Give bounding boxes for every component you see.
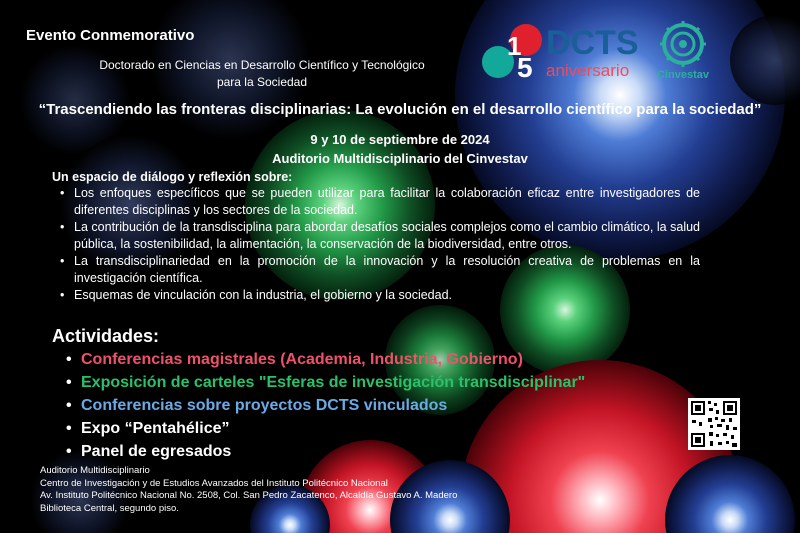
program-name xyxy=(62,57,462,91)
activity-item: • Expo “Pentahélice” xyxy=(66,417,585,440)
topic-item: • La transdisciplinariedad en la promoción de la innovación y la resolución creativa de problemas en la investigación científica. xyxy=(60,253,700,287)
date-venue xyxy=(0,130,800,168)
event-label: Evento Conmemorativo xyxy=(26,27,195,44)
activities-title: Actividades: xyxy=(52,326,160,346)
topic-item: • Esquemas de vinculación con la industria, el gobierno y la sociedad. xyxy=(60,287,700,304)
activity-item: • Conferencias magistrales (Academia, Industria, Gobierno) xyxy=(66,348,585,371)
program-line-1: Doctorado en Ciencias en Desarrollo Científico y Tecnológico xyxy=(99,58,425,72)
activity-item: • Conferencias sobre proyectos DCTS vinculados xyxy=(66,394,585,417)
topics-intro: Un espacio de diálogo y reflexión sobre: xyxy=(52,170,293,184)
event-title: “Trascendiendo las fronteras disciplinarias: La evolución en el desarrollo científico para la sociedad” xyxy=(38,101,762,118)
dcts-anniversary: aniversario xyxy=(546,61,630,80)
footer-line: Biblioteca Central, segundo piso. xyxy=(40,502,179,514)
dcts-15-logo xyxy=(478,18,648,82)
activity-item: • Panel de egresados xyxy=(66,440,585,463)
dcts-number-5: 5 xyxy=(517,52,533,82)
activity-item: • Exposición de carteles "Esferas de investigación transdisciplinar" xyxy=(66,371,585,394)
cinvestav-logo xyxy=(652,18,714,80)
activities-list xyxy=(66,348,585,463)
dcts-number-1: 1 xyxy=(507,31,522,61)
event-dates: 9 y 10 de septiembre de 2024 xyxy=(310,132,490,147)
footer-line: Av. Instituto Politécnico Nacional No. 2508, Col. San Pedro Zacatenco, Alcaldía Gustavo A. Madero xyxy=(40,490,458,501)
qr-code-icon xyxy=(688,398,740,450)
footer-line: Auditorio Multidisciplinario xyxy=(40,465,150,476)
event-venue: Auditorio Multidisciplinario del Cinvestav xyxy=(272,151,528,166)
qr-code[interactable] xyxy=(688,398,740,450)
topic-item: • Los enfoques específicos que se pueden utilizar para facilitar la colaboración eficaz entre investigadores de diferentes disciplinas y los sectores de la sociedad. xyxy=(60,185,700,219)
dcts-name: DCTS xyxy=(546,24,639,62)
topic-item: • La contribución de la transdisciplina para abordar desafíos sociales complejos como el cambio climático, la salud pública, la sostenibilidad, la alimentación, la conservación de la biodiversidad, entre otros. xyxy=(60,219,700,253)
venue-address xyxy=(40,465,457,515)
topics-list xyxy=(60,185,700,304)
footer-line: Centro de Investigación y de Estudios Avanzados del Instituto Politécnico Nacional xyxy=(40,477,388,489)
program-line-2: para la Sociedad xyxy=(216,75,308,89)
cinvestav-name: Cinvestav xyxy=(657,69,709,80)
